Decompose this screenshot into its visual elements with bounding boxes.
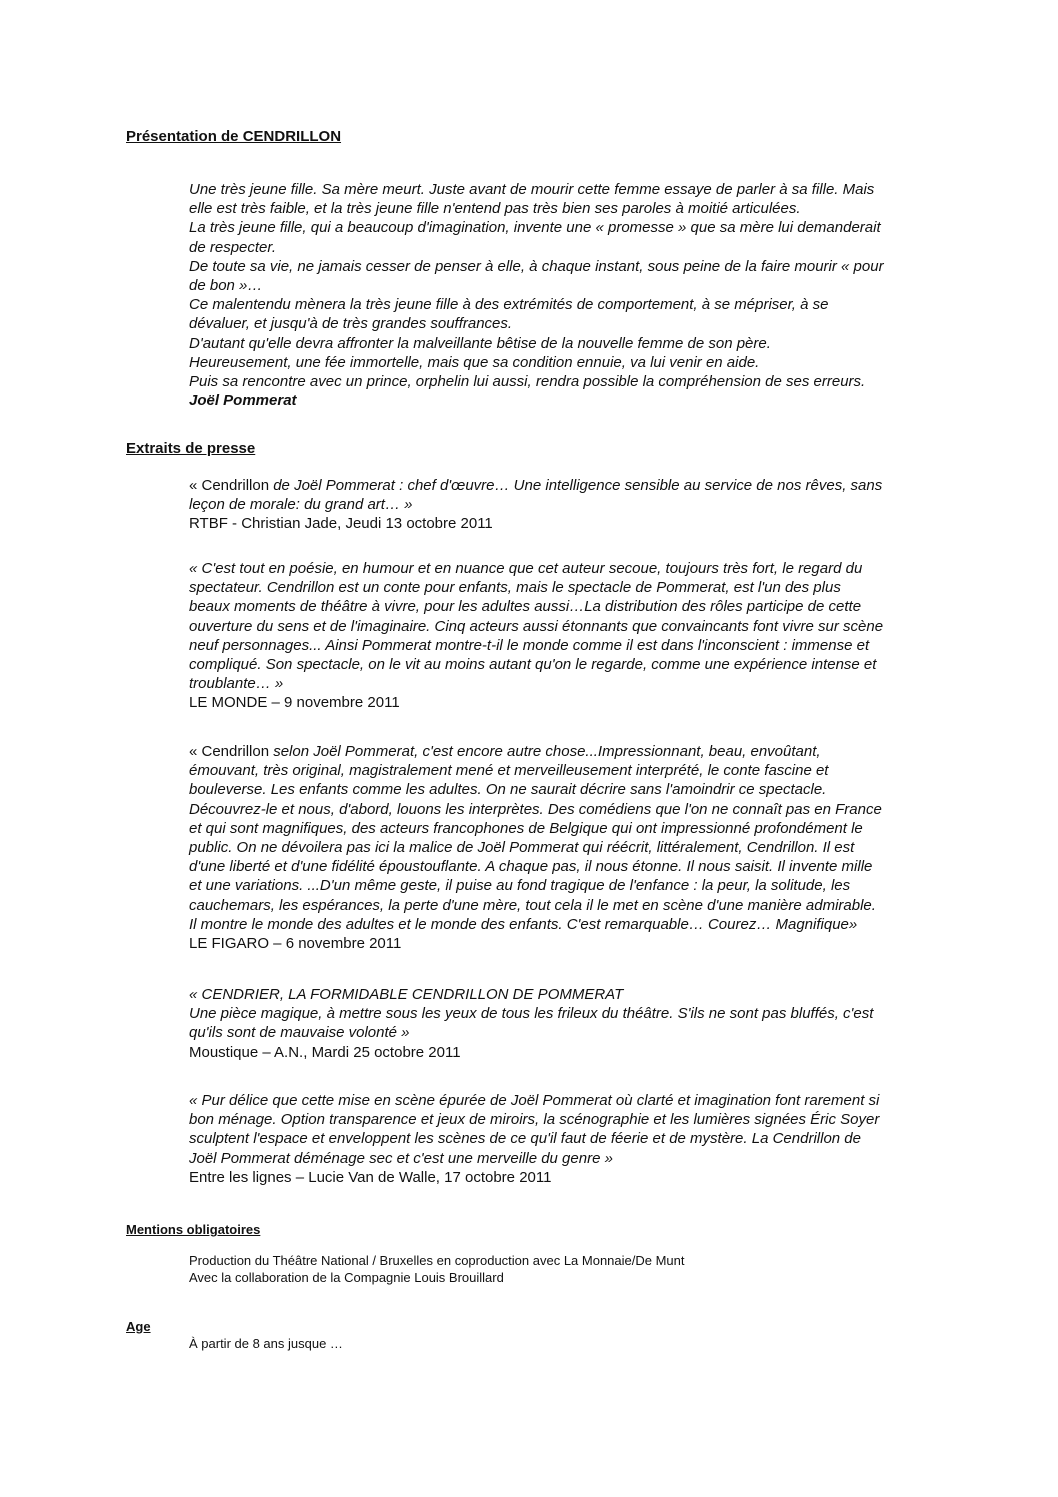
quote-line: et une variations. ...D'un même geste, il puise au fond tragique de l'enfance : la peur, la solitude, les [189, 877, 851, 895]
mentions-text [189, 1252, 933, 1286]
press-quote-rtbf [189, 476, 933, 534]
presentation-line: elle est très faible, et la très jeune fille n'entend pas très bien ses paroles à moitié articulées. [189, 200, 801, 218]
presentation-heading: Présentation de CENDRILLON [126, 128, 342, 145]
quote-line: qu'ils sont de mauvaise volonté » [189, 1024, 410, 1042]
quote-line: troublante… » [189, 675, 284, 693]
mentions-line: Avec la collaboration de la Compagnie Louis Brouillard [189, 1270, 504, 1285]
quote-line: « CENDRIER, LA FORMIDABLE CENDRILLON DE POMMERAT [189, 986, 624, 1003]
quote-line: ouverture du sens et de l'imaginaire. Cinq acteurs aussi étonnants que convaincants font vivre sur scène [189, 617, 884, 635]
quote-line: Une pièce magique, à mettre sous les yeux de tous les frileux du théâtre. S'ils ne sont pas bluffés, c'est [189, 1005, 874, 1023]
presentation-line: Une très jeune fille. Sa mère meurt. Juste avant de mourir cette femme essaye de parler à sa fille. Mais [189, 181, 875, 198]
quote-line: Il montre le monde des adultes et le monde des enfants. C'est remarquable… Courez… Magnifique» [189, 915, 858, 933]
quote-line: bon ménage. Option transparence et jeux de miroirs, la scénographie et les lumières signées Éric Soyer [189, 1111, 880, 1129]
quote-line: public. On ne dévoilera pas ici la malice de Joël Pommerat qui réécrit, littéralement, Cendrillon. Il est [189, 839, 855, 857]
quote-line: « Pur délice que cette mise en scène épurée de Joël Pommerat où clarté et imagination font rarement si [189, 1092, 880, 1109]
quote-line: et qui sont magnifiques, des acteurs francophones de Belgique qui ont impressionné profondément le [189, 819, 863, 837]
press-quote-entre-les-lignes [189, 1091, 933, 1187]
quote-source: Moustique – A.N., Mardi 25 octobre 2011 [189, 1043, 461, 1061]
quote-line: bouleverse. Les enfants comme les adultes. On ne saurait décrire sans l'amoindrir ce spectacle. [189, 781, 827, 799]
press-quote-moustique [189, 985, 933, 1062]
presentation-author: Joël Pommerat [189, 392, 297, 410]
press-quote-le-figaro [189, 742, 933, 953]
quote-line: compliqué. Son spectacle, on le vit au moins autant qu'on le regarde, comme une expérience intense et [189, 656, 877, 674]
mentions-heading: Mentions obligatoires [126, 1222, 261, 1237]
quote-line: Joël Pommerat déménage sec et c'est une merveille du genre » [189, 1149, 613, 1167]
quote-source: LE MONDE – 9 novembre 2011 [189, 694, 400, 712]
presentation-line: dévaluer, et jusqu'à de très grandes souffrances. [189, 315, 513, 333]
quote-open: « Cendrillon [189, 477, 274, 494]
presentation-line: Puis sa rencontre avec un prince, orphelin lui aussi, rendra possible la compréhension de ses erreurs. [189, 373, 866, 391]
press-quote-le-monde [189, 559, 933, 713]
quote-line: émouvant, très original, magistralement mené et merveilleusement interprété, le conte fascine et [189, 762, 829, 780]
quote-line: sculptent l'espace et enveloppent les scènes de ce qu'il faut de féerie et de mystère. La Cendrillon de [189, 1130, 861, 1148]
quote-line: spectateur. Cendrillon est un conte pour enfants, mais le spectacle de Pommerat, est l'un des plus [189, 579, 841, 597]
mentions-line: Production du Théâtre National / Bruxelles en coproduction avec La Monnaie/De Munt [189, 1253, 685, 1268]
quote-source: RTBF - Christian Jade, Jeudi 13 octobre 2011 [189, 515, 493, 533]
presentation-line: La très jeune fille, qui a beaucoup d'imagination, invente une « promesse » que sa mère lui demanderait [189, 219, 881, 237]
quote-source: Entre les lignes – Lucie Van de Walle, 17 octobre 2011 [189, 1168, 552, 1186]
quote-line: « C'est tout en poésie, en humour et en nuance que cet auteur secoue, toujours très fort, le regard du [189, 560, 863, 577]
age-text: À partir de 8 ans jusque … [189, 1336, 343, 1351]
quote-line: cauchemars, les espérances, la perte d'une mère, tout cela il le met en scène d'une manière admirable. [189, 896, 876, 914]
press-heading: Extraits de presse [126, 440, 256, 457]
quote-text: de Joël Pommerat : chef d'œuvre… Une intelligence sensible au service de nos rêves, sans [273, 477, 883, 494]
quote-text: leçon de morale: du grand art… » [189, 496, 413, 514]
quote-line: Découvrez-le et nous, d'abord, louons les interprètes. Des comédiens que l'on ne connaît pas en France [189, 800, 882, 818]
presentation-line: De toute sa vie, ne jamais cesser de penser à elle, à chaque instant, sous peine de la faire mourir « pour [189, 257, 884, 275]
presentation-line: D'autant qu'elle devra affronter la malveillante bêtise de la nouvelle femme de son père. [189, 334, 771, 352]
presentation-line: Heureusement, une fée immortelle, mais que sa condition ennuie, va lui venir en aide. [189, 353, 760, 371]
quote-source: LE FIGARO – 6 novembre 2011 [189, 935, 402, 953]
presentation-line: de respecter. [189, 238, 276, 256]
presentation-line: de bon »… [189, 277, 263, 295]
quote-text: selon Joël Pommerat, c'est encore autre chose...Impressionnant, beau, envoûtant, [273, 743, 821, 760]
presentation-text [189, 180, 933, 410]
quote-line: beaux moments de théâtre à vivre, pour les adultes aussi…La distribution des rôles participe de cette [189, 598, 862, 616]
presentation-line: Ce malentendu mènera la très jeune fille à des extrémités de comportement, à se mépriser, à se [189, 296, 829, 314]
quote-line: neuf personnages... Ainsi Pommerat montre-t-il le monde comme il est dans l'inconscient : immense et [189, 636, 870, 654]
quote-open: « Cendrillon [189, 743, 274, 760]
quote-line: d'une liberté et d'une fidélité époustouflante. A chaque pas, il nous étonne. Il nous saisit. Il invente mille [189, 858, 873, 876]
age-heading: Age [126, 1319, 151, 1334]
